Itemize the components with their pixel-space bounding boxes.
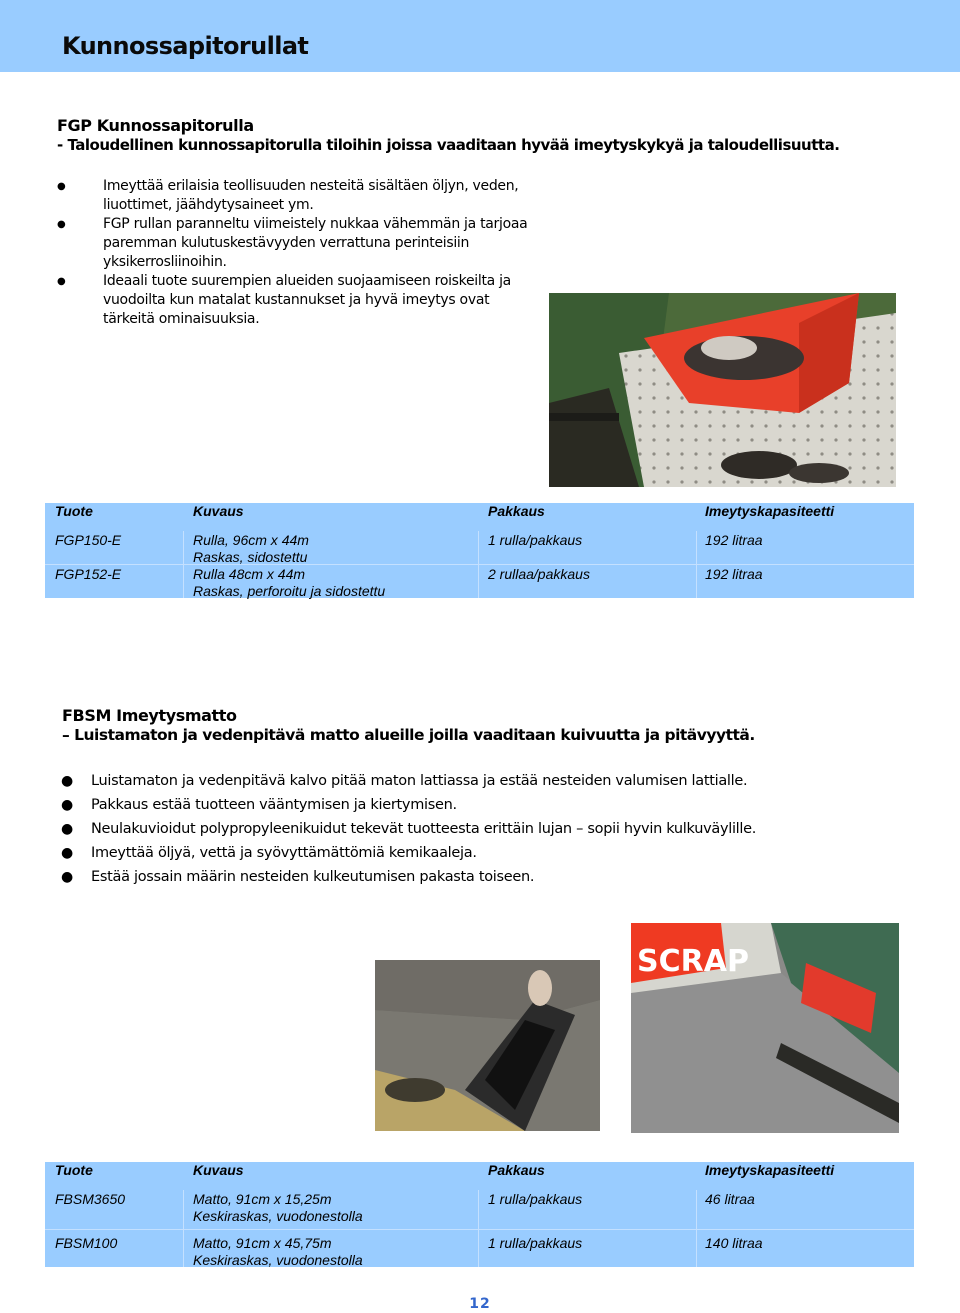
list-item: ● Neulakuvioidut polypropyleenikuidut tekevät tuotteesta erittäin lujan – sopii hyvin kulkuväylille. [91,817,891,841]
cell-product: FGP150-E [55,532,122,548]
bullet-icon: ● [57,219,66,230]
bullet-icon: ● [61,773,73,789]
bullet-icon: ● [57,181,66,192]
header-capacity: Imeytyskapasiteetti [705,503,835,519]
table-row [45,1234,914,1267]
table-body [45,531,914,598]
header-product: Tuote [55,503,93,519]
fgp-spec-table [45,503,914,598]
bullet-icon: ● [61,797,73,813]
cell-capacity: 140 litraa [705,1235,763,1251]
header-description: Kuvaus [193,503,244,519]
fbsm-section-subtitle: – Luistamaton ja vedenpitävä matto alueille joilla vaaditaan kuivuutta ja pitävyyttä. [62,726,755,744]
list-item: ● Ideaali tuote suurempien alueiden suojaamiseen roiskeilta ja vuodoilta kun matalat kustannukset ja hyvä imeytys ovat tärkeitä ominaisuuksia. [57,273,511,327]
cell-description-line2: Raskas, sidostettu [193,549,308,565]
cell-description-line2: Raskas, perforoitu ja sidostettu [193,583,386,599]
header-packaging: Pakkaus [488,1162,545,1178]
cell-description-line2: Keskiraskas, vuodonestolla [193,1252,363,1268]
fbsm-bullet-list [61,769,891,889]
header-packaging: Pakkaus [488,503,545,519]
bullet-icon: ● [61,821,73,837]
cell-description: Matto, 91cm x 15,25m [193,1191,332,1207]
header-product: Tuote [55,1162,93,1178]
scrap-sign-text: SCRAP [637,944,749,979]
cell-capacity: 192 litraa [705,566,763,582]
photo-mat-lifted [375,960,600,1131]
cell-packaging: 1 rulla/pakkaus [488,1235,583,1251]
fgp-section-title: FGP Kunnossapitorulla [57,116,254,135]
list-item: ● Imeyttää öljyä, vettä ja syövyttämättömiä kemikaaleja. [91,841,891,865]
cell-description: Rulla 48cm x 44m [193,566,306,582]
table-header-row [45,503,914,531]
list-item: ● Imeyttää erilaisia teollisuuden nesteitä sisältäen öljyn, veden, liuottimet, jäähdytysaineet ym. [57,178,519,213]
list-item: ● Pakkaus estää tuotteen vääntymisen ja kiertymisen. [91,793,891,817]
list-item: ● FGP rullan paranneltu viimeistely nukkaa vähemmän ja tarjoaa paremman kulutuskestävyyden verrattuna perinteisiin yksikerrosliinoihin. [57,216,528,270]
list-item: ● Luistamaton ja vedenpitävä kalvo pitää maton lattiassa ja estää nesteiden valumisen lattialle. [91,769,891,793]
page-number: 12 [469,1296,491,1312]
table-body [45,1190,914,1267]
cell-product: FBSM100 [55,1235,118,1251]
cell-capacity: 46 litraa [705,1191,755,1207]
cell-packaging: 1 rulla/pakkaus [488,1191,583,1207]
cell-description: Matto, 91cm x 45,75m [193,1235,332,1251]
fgp-section-subtitle: - Taloudellinen kunnossapitorulla tiloihin joissa vaaditaan hyvää imeytyskykyä ja taloudellisuutta. [57,136,840,154]
bullet-icon: ● [57,276,66,287]
table-header-row [45,1162,914,1190]
photo-red-bin [549,293,896,487]
list-item: ● Estää jossain määrin nesteiden kulkeutumisen pakasta toiseen. [91,865,891,889]
cell-product: FGP152-E [55,566,122,582]
fbsm-spec-table [45,1162,914,1267]
cell-capacity: 192 litraa [705,532,763,548]
header-description: Kuvaus [193,1162,244,1178]
fbsm-section-title: FBSM Imeytysmatto [62,706,237,725]
cell-product: FBSM3650 [55,1191,126,1207]
photo-mat-by-machine [631,923,899,1133]
bullet-icon: ● [61,845,73,861]
page-title: Kunnossapitorullat [62,32,309,60]
bullet-icon: ● [61,869,73,885]
table-row [45,1190,914,1234]
cell-packaging: 2 rullaa/pakkaus [488,566,590,582]
table-row [45,564,914,598]
cell-description-line2: Keskiraskas, vuodonestolla [193,1208,363,1224]
table-row [45,531,914,564]
cell-description: Rulla, 96cm x 44m [193,532,309,548]
header-capacity: Imeytyskapasiteetti [705,1162,835,1178]
fgp-bullet-list [57,177,533,329]
cell-packaging: 1 rulla/pakkaus [488,532,583,548]
